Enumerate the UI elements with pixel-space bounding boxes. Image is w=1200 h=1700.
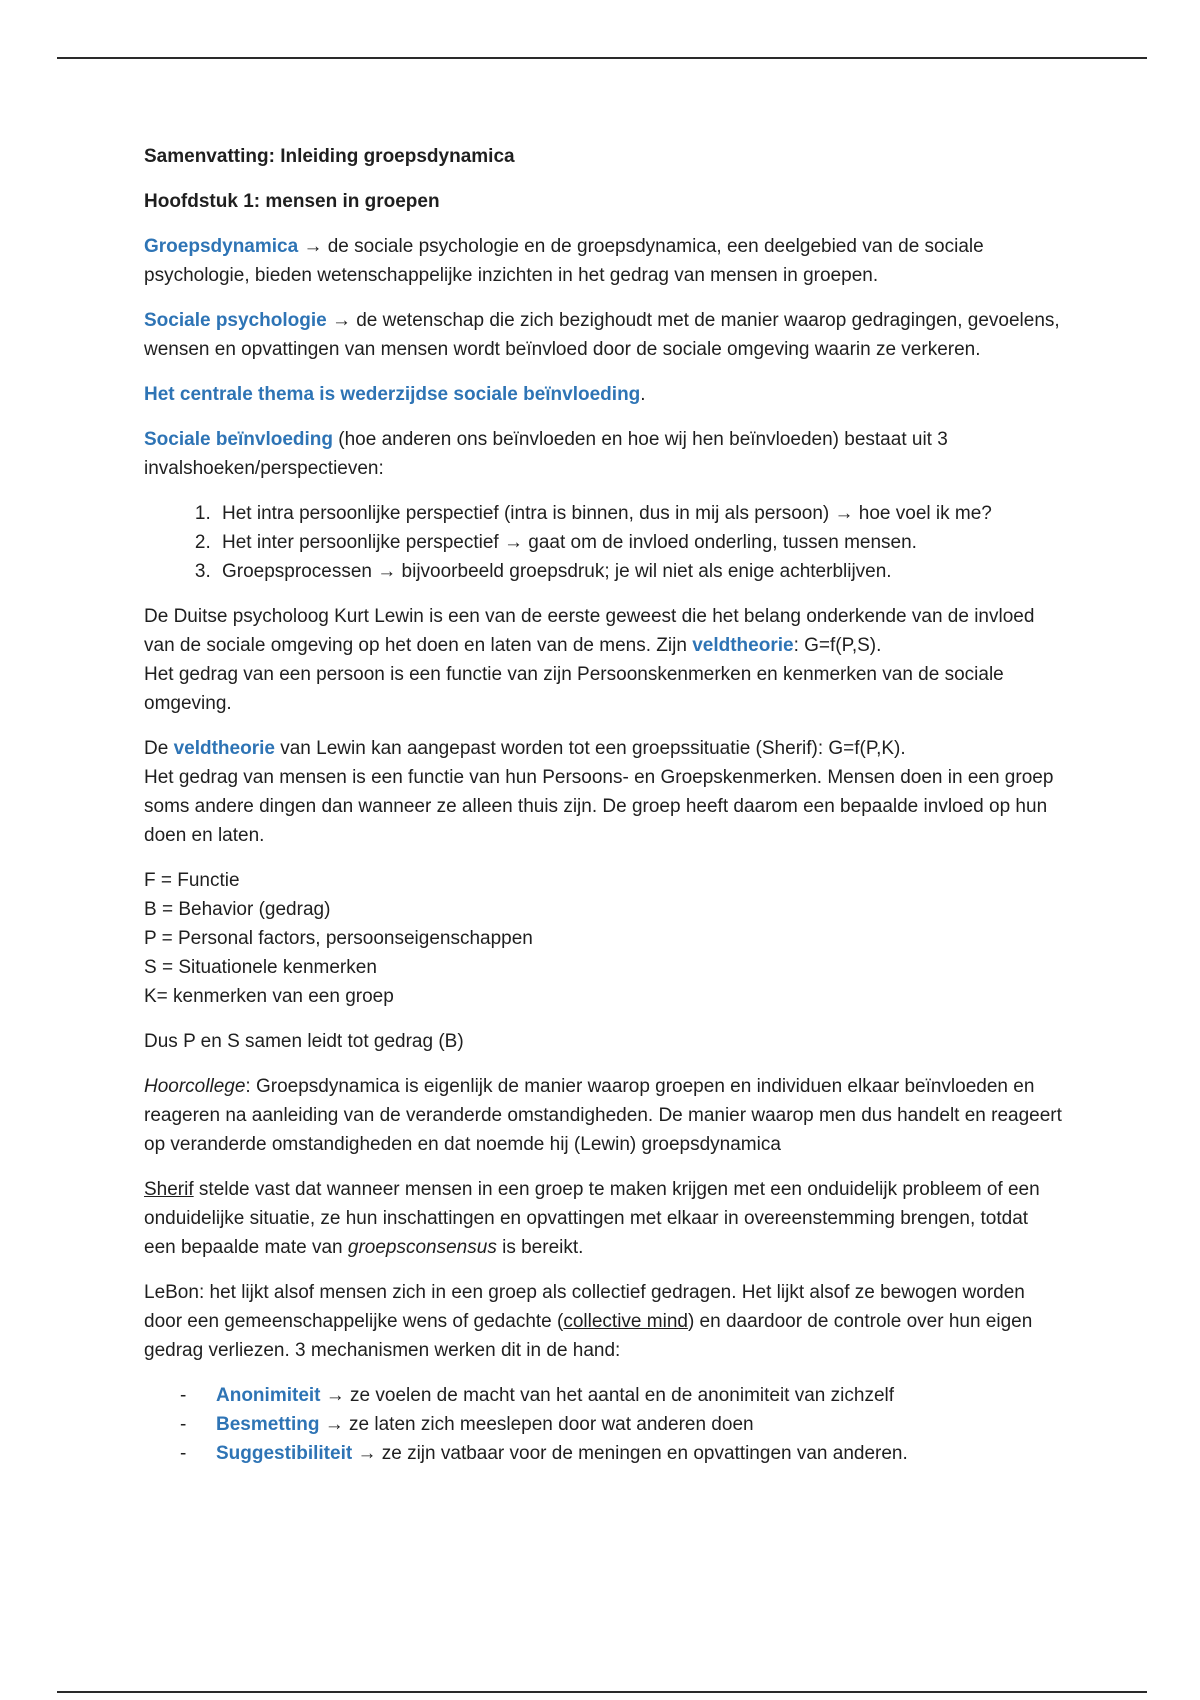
bullet-dash: - — [180, 1414, 187, 1435]
header-rule — [57, 57, 1147, 59]
paragraph-groepsdynamica — [144, 232, 1064, 290]
sherif-veld-text: De — [144, 738, 174, 759]
footer-rule — [57, 1691, 1147, 1693]
central-theme-text: Het centrale thema is wederzijdse sociale beïnvloeding — [144, 384, 641, 405]
formula-legend — [144, 866, 1064, 1011]
paragraph-lebon — [144, 1278, 1064, 1365]
legend-item: P = Personal factors, persoonseigenschappen — [144, 928, 533, 949]
paragraph-sherif-veldtheorie — [144, 734, 1064, 850]
paragraph-sherif — [144, 1175, 1064, 1262]
bullet-dash: - — [180, 1443, 187, 1464]
sherif-veld-explanation: Het gedrag van mensen is een functie van hun Persoons- en Groepskenmerken. Mensen doen in een groep soms andere dingen dan wanneer ze alleen thuis zijn. De groep heeft daarom een bepaalde invloed op hun doen en laten. — [144, 767, 1054, 846]
document-title: Samenvatting: Inleiding groepsdynamica — [144, 146, 515, 167]
legend-item: K= kenmerken van een groep — [144, 986, 394, 1007]
sherif-text: stelde vast dat wanneer mensen in een groep te maken krijgen met een onduidelijk probleem of een onduidelijke situatie, ze hun inschattingen en opvattingen met elkaar in overeenstemming brengen, totdat een bepaalde mate van — [144, 1179, 1040, 1258]
term-groepsdynamica: Groepsdynamica — [144, 236, 299, 257]
definition-text: → de wetenschap die zich bezighoudt met de manier waarop gedragingen, gevoelens, wensen en opvattingen van mensen wordt beïnvloed door de sociale omgeving waarin ze verkeren. — [144, 310, 1060, 360]
term-veldtheorie: veldtheorie — [692, 635, 794, 656]
lebon-end: ) en daardoor de controle over hun eigen gedrag verliezen. 3 mechanismen werken dit in de hand: — [144, 1311, 1033, 1361]
term-sociale-psychologie: Sociale psychologie — [144, 310, 327, 331]
sherif-end: is bereikt. — [496, 1237, 584, 1258]
hoorcollege-text: : Groepsdynamica is eigenlijk de manier waarop groepen en individuen elkaar beïnvloeden en reageren na aanleiding van de veranderde omstandigheden. De manier waarop men dus handelt en reageert op veranderde omstandigheden en dat noemde hij (Lewin) groepsdynamica — [144, 1076, 1062, 1155]
paragraph-hoorcollege — [144, 1072, 1064, 1159]
lebon-text: LeBon: het lijkt alsof mensen zich in een groep als collectief gedragen. Het lijkt alsof ze bewogen worden door een gemeenschappelijke wens of gedachte ( — [144, 1282, 1025, 1332]
bullet-dash: - — [180, 1385, 187, 1406]
term-anonimiteit: Anonimiteit — [216, 1385, 321, 1406]
term-veldtheorie: veldtheorie — [173, 738, 275, 759]
term-sociale-beinvloeding: Sociale beïnvloeding — [144, 429, 333, 450]
list-item: 2. Het inter persoonlijke perspectief → gaat om de invloed onderling, tussen mensen. — [216, 528, 1064, 557]
definition-text: → de sociale psychologie en de groepsdynamica, een deelgebied van de sociale psychologie, bieden wetenschappelijke inzichten in het gedrag van mensen in groepen. — [144, 236, 984, 286]
mechanism-text: → ze zijn vatbaar voor de meningen en opvattingen van anderen. — [352, 1443, 908, 1464]
list-item: 1. Het intra persoonlijke perspectief (intra is binnen, dus in mij als persoon) → hoe voel ik me? — [216, 499, 1064, 528]
mechanisms-list — [144, 1381, 1064, 1468]
list-item — [180, 1439, 1064, 1468]
term-besmetting: Besmetting — [216, 1414, 320, 1435]
list-item — [180, 1381, 1064, 1410]
lewin-text: De Duitse psycholoog Kurt Lewin is een van de eerste geweest die het belang onderkende van de invloed van de sociale omgeving op het doen en laten van de mens. Zijn — [144, 606, 1035, 656]
mechanism-text: → ze voelen de macht van het aantal en de anonimiteit van zichzelf — [320, 1385, 895, 1406]
paragraph-central-theme — [144, 380, 1064, 409]
term-groepsconsensus: groepsconsensus — [347, 1237, 497, 1258]
paragraph-lewin — [144, 602, 1064, 718]
sherif-veld-formula: van Lewin kan aangepast worden tot een groepssituatie (Sherif): G=f(P,K). — [274, 738, 906, 759]
list-item — [180, 1410, 1064, 1439]
paragraph-sociale-psychologie — [144, 306, 1064, 364]
document-page — [144, 142, 1064, 1468]
central-theme-end: . — [640, 384, 646, 405]
chapter-heading: Hoofdstuk 1: mensen in groepen — [144, 191, 440, 212]
list-item: 3. Groepsprocessen → bijvoorbeeld groepsdruk; je wil niet als enige achterblijven. — [216, 557, 1064, 586]
lewin-explanation: Het gedrag van een persoon is een functie van zijn Persoonskenmerken en kenmerken van de sociale omgeving. — [144, 664, 1004, 714]
term-suggestibiliteit: Suggestibiliteit — [216, 1443, 353, 1464]
paragraph-conclusion: Dus P en S samen leidt tot gedrag (B) — [144, 1031, 464, 1052]
legend-item: B = Behavior (gedrag) — [144, 899, 331, 920]
legend-item: F = Functie — [144, 870, 240, 891]
lewin-formula: : G=f(P,S). — [793, 635, 882, 656]
perspectives-list — [144, 499, 1064, 586]
legend-item: S = Situationele kenmerken — [144, 957, 377, 978]
definition-text: (hoe anderen ons beïnvloeden en hoe wij hen beïnvloeden) bestaat uit 3 invalshoeken/perspectieven: — [144, 429, 948, 479]
term-collective-mind: collective mind — [563, 1311, 688, 1332]
hoorcollege-label: Hoorcollege — [144, 1076, 246, 1097]
sherif-name: Sherif — [144, 1179, 194, 1200]
paragraph-sociale-beinvloeding — [144, 425, 1064, 483]
mechanism-text: → ze laten zich meeslepen door wat anderen doen — [319, 1414, 754, 1435]
